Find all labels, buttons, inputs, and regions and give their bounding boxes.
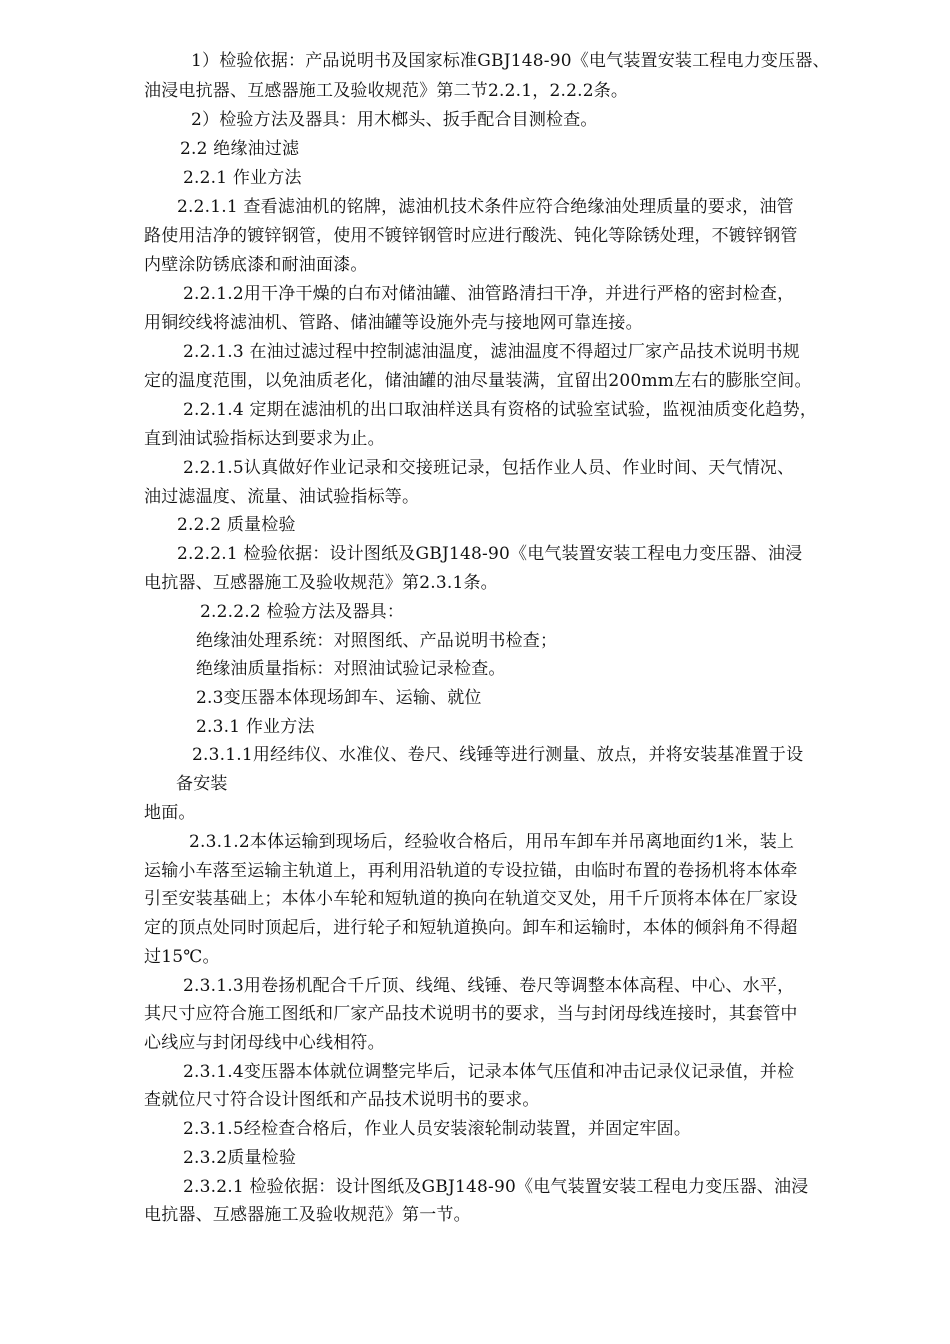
text-line: 查就位尺寸符合设计图纸和产品技术说明书的要求。: [144, 1090, 540, 1110]
text-line: 2.2.2 质量检验: [177, 515, 296, 535]
text-line: 2.3.1.3用卷扬机配合千斤顶、线绳、线锤、卷尺等调整本体高程、中心、水平，: [183, 976, 795, 996]
text-line: 2.2.1.4 定期在滤油机的出口取油样送具有资格的试验室试验，监视油质变化趋势，: [183, 400, 818, 420]
text-line: 电抗器、互感器施工及验收规范》第一节。: [144, 1205, 471, 1225]
text-line: 引至安装基础上；本体小车轮和短轨道的换向在轨道交叉处，用千斤顶将本体在厂家设: [144, 889, 798, 909]
text-line: 2.3.1.1用经纬仪、水准仪、卷尺、线锤等进行测量、放点，并将安装基准置于设: [192, 745, 804, 765]
text-line: 绝缘油质量指标：对照油试验记录检查。: [196, 659, 506, 679]
text-line: 2.3.1.4变压器本体就位调整完毕后，记录本体气压值和冲击记录仪记录值，并检: [183, 1062, 795, 1082]
text-line: 油过滤温度、流量、油试验指标等。: [144, 487, 420, 507]
text-line: 2.2.2.2 检验方法及器具：: [200, 602, 405, 622]
text-line: 2）检验方法及器具：用木榔头、扳手配合目测检查。: [191, 110, 598, 130]
text-line: 2.2.1.5认真做好作业记录和交接班记录，包括作业人员、作业时间、天气情况、: [183, 458, 795, 478]
text-line: 2.2.1 作业方法: [183, 168, 302, 188]
text-line: 定的顶点处同时顶起后，进行轮子和短轨道换向。卸车和运输时，本体的倾斜角不得超: [144, 918, 798, 938]
text-line: 备安装: [176, 774, 228, 794]
text-line: 2.2 绝缘油过滤: [180, 139, 300, 159]
text-line: 其尺寸应符合施工图纸和厂家产品技术说明书的要求，当与封闭母线连接时，其套管中: [144, 1004, 798, 1024]
text-line: 内壁涂防锈底漆和耐油面漆。: [144, 255, 368, 275]
text-line: 过15℃。: [144, 947, 220, 967]
text-line: 2.3.1 作业方法: [196, 717, 315, 737]
text-line: 心线应与封闭母线中心线相符。: [144, 1033, 385, 1053]
text-line: 2.3.1.2本体运输到现场后，经验收合格后，用吊车卸车并吊离地面约1米，装上: [189, 832, 795, 852]
text-line: 直到油试验指标达到要求为止。: [144, 429, 385, 449]
text-line: 2.3.1.5经检查合格后，作业人员安装滚轮制动装置，并固定牢固。: [183, 1119, 692, 1139]
text-line: 定的温度范围，以免油质老化，储油罐的油尽量装满，宜留出200mm左右的膨胀空间。: [144, 371, 812, 391]
text-line: 地面。: [144, 803, 196, 823]
text-line: 电抗器、互感器施工及验收规范》第2.3.1条。: [144, 573, 498, 593]
text-line: 绝缘油处理系统：对照图纸、产品说明书检查；: [196, 631, 558, 651]
text-line: 用铜绞线将滤油机、管路、储油罐等设施外壳与接地网可靠连接。: [144, 313, 643, 333]
text-line: 2.2.1.2用干净干燥的白布对储油罐、油管路清扫干净，并进行严格的密封检查，: [183, 284, 795, 304]
text-line: 2.3变压器本体现场卸车、运输、就位: [196, 688, 482, 708]
text-line: 1）检验依据：产品说明书及国家标准GBJ148-90《电气装置安装工程电力变压器、: [191, 51, 830, 71]
text-line: 2.2.1.3 在油过滤过程中控制滤油温度，滤油温度不得超过厂家产品技术说明书规: [183, 342, 800, 362]
text-line: 运输小车落至运输主轨道上，再利用沿轨道的专设拉锚，由临时布置的卷扬机将本体牵: [144, 861, 798, 881]
text-line: 2.2.2.1 检验依据：设计图纸及GBJ148-90《电气装置安装工程电力变压器、油浸: [177, 544, 803, 564]
text-line: 油浸电抗器、互感器施工及验收规范》第二节2.2.1，2.2.2条。: [144, 81, 629, 101]
text-line: 2.3.2质量检验: [183, 1148, 297, 1168]
text-line: 路使用洁净的镀锌钢管，使用不镀锌钢管时应进行酸洗、钝化等除锈处理，不镀锌钢管: [144, 226, 798, 246]
text-line: 2.2.1.1 查看滤油机的铭牌，滤油机技术条件应符合绝缘油处理质量的要求，油管: [177, 197, 794, 217]
text-line: 2.3.2.1 检验依据：设计图纸及GBJ148-90《电气装置安装工程电力变压器、油浸: [183, 1177, 809, 1197]
